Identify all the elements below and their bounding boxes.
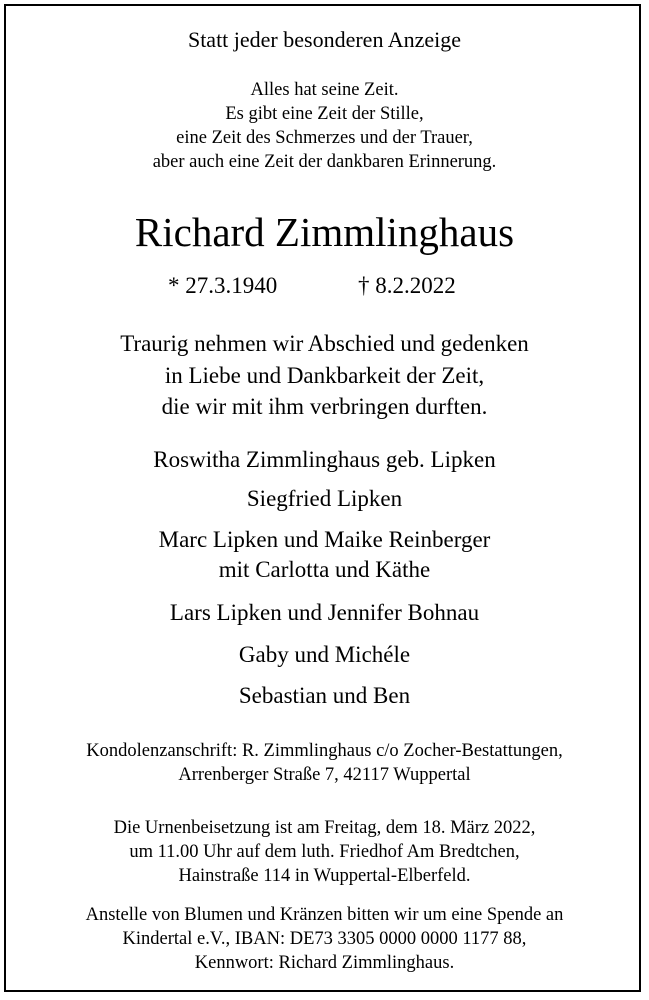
address-line: Arrenberger Straße 7, 42117 Wuppertal (178, 765, 471, 785)
family-member-line: Lars Lipken und Jennifer Bohnau (169, 600, 480, 625)
motto-line: Alles hat seine Zeit. (250, 80, 399, 100)
family-member-line: mit Carlotta und Käthe (218, 557, 431, 582)
family-member (0, 640, 649, 670)
motto-line: aber auch eine Zeit der dankbaren Erinnerung. (152, 152, 497, 172)
burial-info (0, 816, 649, 888)
family-member (0, 598, 649, 628)
family-member (0, 681, 649, 711)
mourning-line: Traurig nehmen wir Abschied und gedenken (120, 331, 529, 356)
donation-line: Kennwort: Richard Zimmlinghaus. (194, 953, 455, 973)
motto-line: Es gibt eine Zeit der Stille, (225, 104, 424, 124)
condolence-address (0, 739, 649, 787)
mourning-text (0, 328, 649, 423)
family-member (0, 445, 649, 475)
donation-line: Kindertal e.V., IBAN: DE73 3305 0000 0000 1177 88, (122, 929, 527, 949)
birth-date: * 27.3.1940 (168, 273, 278, 298)
donation-info (0, 903, 649, 975)
motto-line: eine Zeit des Schmerzes und der Trauer, (176, 128, 473, 148)
family-member (0, 484, 649, 514)
burial-line: Die Urnenbeisetzung ist am Freitag, dem 18. März 2022, (113, 818, 536, 838)
family-member-line: Siegfried Lipken (246, 486, 403, 511)
burial-line: um 11.00 Uhr auf dem luth. Friedhof Am Bredtchen, (129, 842, 520, 862)
family-member-line: Gaby und Michéle (238, 642, 411, 667)
family-member-line: Roswitha Zimmlinghaus geb. Lipken (153, 447, 496, 472)
family-member-line: Marc Lipken und Maike Reinberger (158, 527, 491, 552)
family-member (0, 525, 649, 585)
motto-verse (0, 78, 649, 174)
mourning-line: in Liebe und Dankbarkeit der Zeit, (164, 362, 485, 388)
deceased-name: Richard Zimmlinghaus (134, 209, 515, 255)
address-line: Kondolenzanschrift: R. Zimmlinghaus c/o Zocher-Bestattungen, (86, 741, 563, 761)
mourning-line: die wir mit ihm verbringen durften. (161, 394, 488, 419)
donation-line: Anstelle von Blumen und Kränzen bitten wir um eine Spende an (85, 905, 564, 925)
notice-header: Statt jeder besonderen Anzeige (187, 27, 462, 52)
death-date: † 8.2.2022 (358, 273, 456, 298)
burial-line: Hainstraße 114 in Wuppertal-Elberfeld. (178, 866, 471, 886)
family-member-line: Sebastian und Ben (238, 683, 411, 708)
